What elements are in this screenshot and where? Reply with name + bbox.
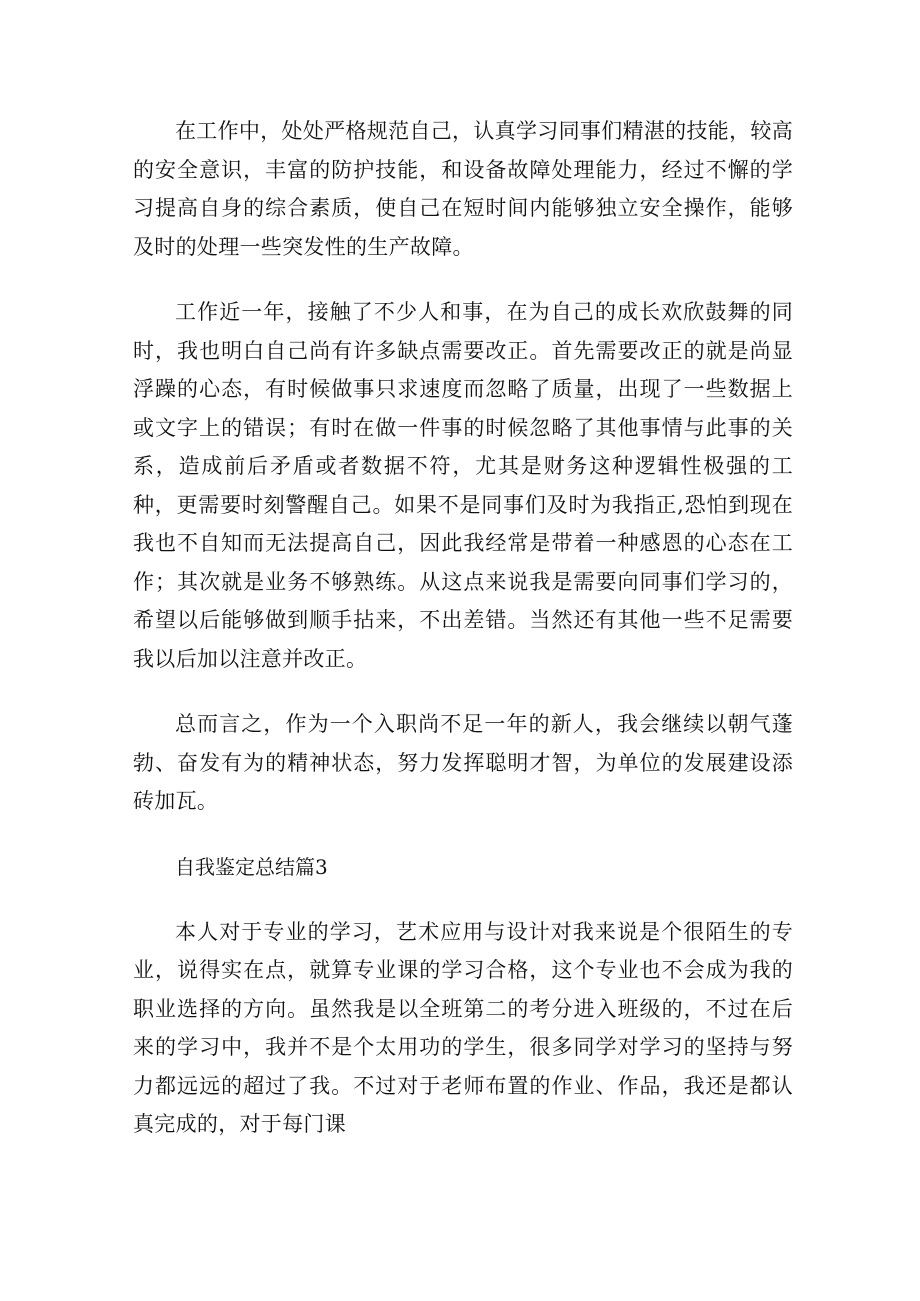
- paragraph-spacer: [133, 678, 793, 705]
- document-body: [133, 112, 793, 1144]
- paragraph-conclusion: 总而言之，作为一个入职尚不足一年的新人，我会继续以朝气蓬勃、奋发有为的精神状态，努力发挥聪明才智，为单位的发展建设添砖加瓦。: [133, 712, 793, 813]
- paragraph-spacer: [133, 266, 793, 293]
- section-heading: 自我鉴定总结篇3: [175, 854, 328, 879]
- paragraph-spacer: [133, 821, 793, 848]
- paragraph-study: 本人对于专业的学习，艺术应用与设计对我来说是个很陌生的专业，说得实在点，就算专业课的学习合格，这个专业也不会成为我的职业选择的方向。虽然我是以全班第二的考分进入班级的，不过在后来的学习中，我并不是个太用功的学生，很多同学对学习的坚持与努力都远远的超过了我。不过对于老师布置的作业、作品，我还是都认真完成的，对于每门课: [133, 919, 793, 1136]
- paragraph-spacer: [133, 886, 793, 913]
- paragraph-shortcomings: 工作近一年，接触了不少人和事，在为自己的成长欢欣鼓舞的同时，我也明白自己尚有许多缺点需要改正。首先需要改正的就是尚显浮躁的心态，有时候做事只求速度而忽略了质量，出现了一些数据上或文字上的错误；有时在做一件事的时候忽略了其他事情与此事的关系，造成前后矛盾或者数据不符，尤其是财务这种逻辑性极强的工种，更需要时刻警醒自己。如果不是同事们及时为我指正,恐怕到现在我也不自知而无法提高自己，因此我经常是带着一种感恩的心态在工作；其次就是业务不够熟练。从这点来说我是需要向同事们学习的，希望以后能够做到顺手拈来，不出差错。当然还有其他一些不足需要我以后加以注意并改正。: [133, 300, 793, 671]
- paragraph-work-standards: 在工作中，处处严格规范自己，认真学习同事们精湛的技能，较高的安全意识，丰富的防护技能，和设备故障处理能力，经过不懈的学习提高自身的综合素质，使自己在短时间内能够独立安全操作，能够及时的处理一些突发性的生产故障。: [133, 119, 793, 259]
